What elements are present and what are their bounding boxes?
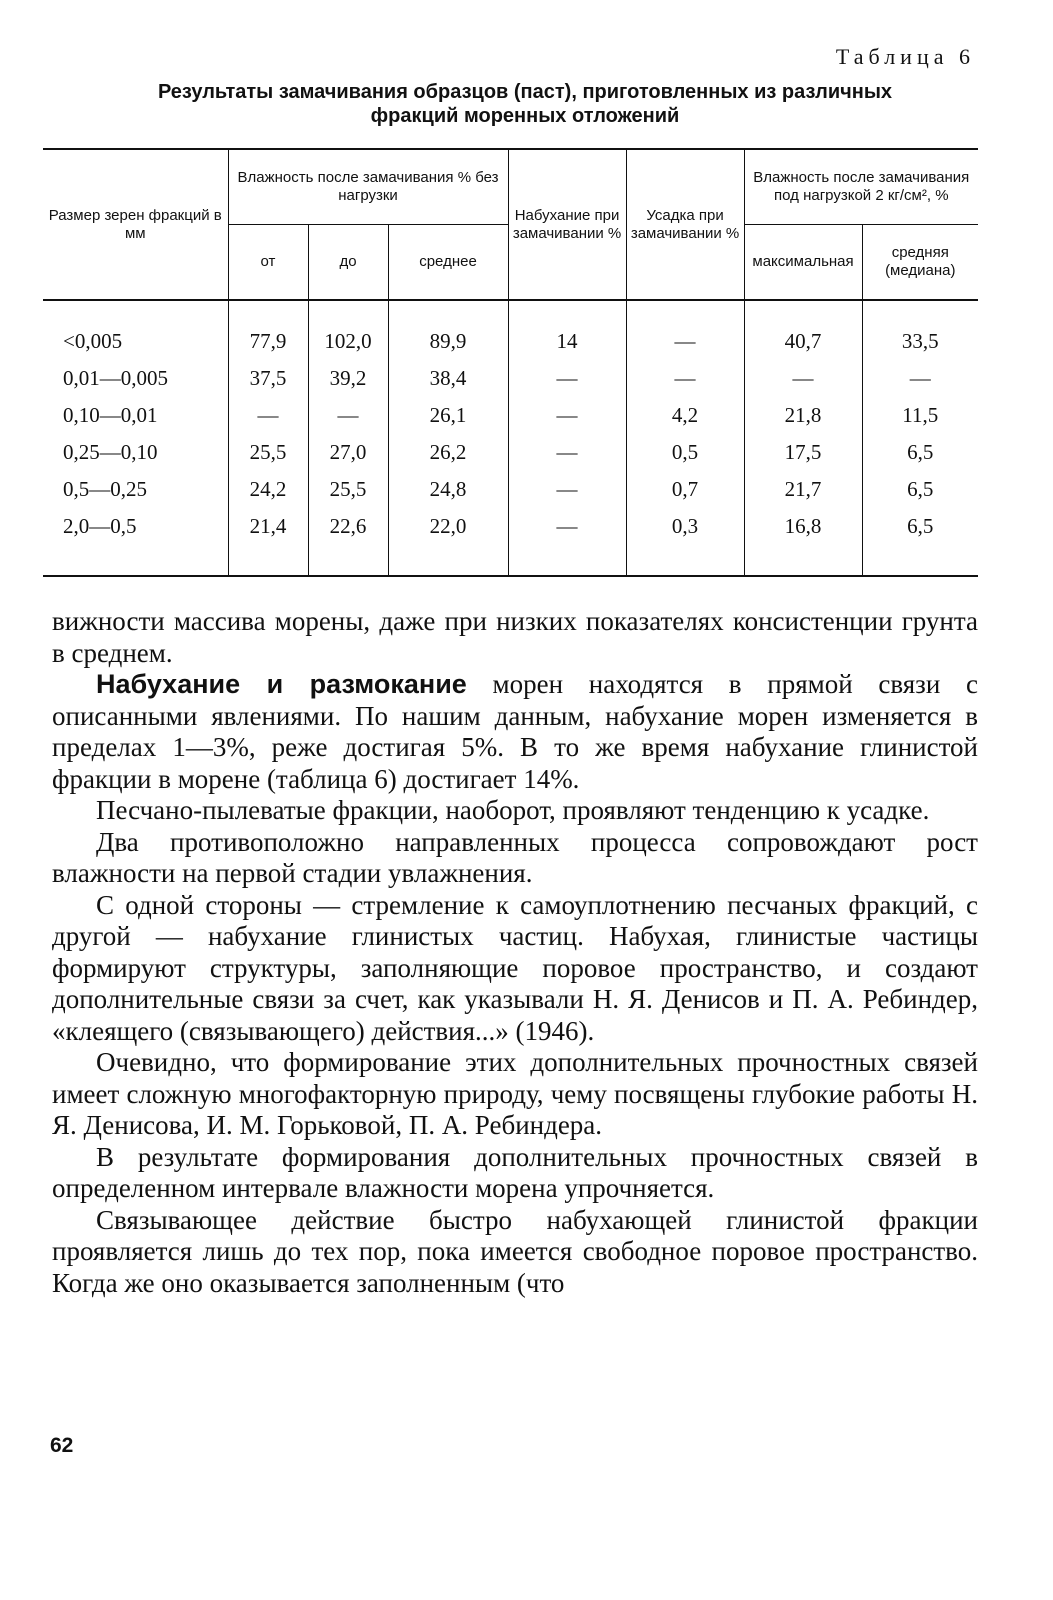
header-maximum: максимальная xyxy=(744,225,862,301)
cell-from: 25,5 xyxy=(228,434,308,471)
table-row xyxy=(43,397,978,434)
cell-from: — xyxy=(228,397,308,434)
header-to: до xyxy=(308,225,388,301)
table-row xyxy=(43,508,978,576)
cell-swelling: 14 xyxy=(508,300,626,360)
cell-mean: 24,8 xyxy=(388,471,508,508)
cell-mean: 89,9 xyxy=(388,300,508,360)
header-median: средняя (медиана) xyxy=(862,225,978,301)
cell-median: 6,5 xyxy=(862,508,978,576)
cell-to: 27,0 xyxy=(308,434,388,471)
cell-swelling: — xyxy=(508,360,626,397)
cell-mean: 26,1 xyxy=(388,397,508,434)
cell-to: — xyxy=(308,397,388,434)
paragraph: Связывающее действие быстро набухающей глинистой фракции проявляется лишь до тех пор, пока имеется свободное поровое пространство. Когда же оно оказывается заполненным (что xyxy=(52,1204,978,1298)
cell-size: <0,005 xyxy=(63,329,123,353)
header-from: от xyxy=(228,225,308,301)
page-number: 62 xyxy=(50,1434,74,1457)
cell-max: 21,7 xyxy=(744,471,862,508)
cell-shrinkage: 0,7 xyxy=(626,471,744,508)
cell-to: 25,5 xyxy=(308,471,388,508)
cell-from: 77,9 xyxy=(228,300,308,360)
cell-shrinkage: — xyxy=(626,360,744,397)
cell-median: 33,5 xyxy=(862,300,978,360)
table-title-line-2: фракций моренных отложений xyxy=(370,105,680,127)
cell-median: 6,5 xyxy=(862,434,978,471)
cell-median: — xyxy=(862,360,978,397)
header-mean: среднее xyxy=(388,225,508,301)
cell-size: 0,25—0,10 xyxy=(63,440,158,464)
cell-size: 0,10—0,01 xyxy=(63,403,158,427)
cell-max: — xyxy=(744,360,862,397)
cell-mean: 38,4 xyxy=(388,360,508,397)
cell-from: 24,2 xyxy=(228,471,308,508)
table-caption: Таблица 6 xyxy=(835,44,975,69)
paragraph: Два противоположно направленных процесса сопровождают рост влажности на первой стадии увлажнения. xyxy=(52,826,978,888)
table-row xyxy=(43,434,978,471)
bold-term: Набухание и размокание xyxy=(96,669,467,699)
cell-shrinkage: 0,3 xyxy=(626,508,744,576)
cell-from: 21,4 xyxy=(228,508,308,576)
header-swelling: Набухание при замачивании % xyxy=(508,149,626,300)
table-title xyxy=(40,80,1010,128)
header-moisture-under-load: Влажность после замачивания под нагрузкой 2 кг/см², % xyxy=(744,149,978,225)
cell-swelling: — xyxy=(508,508,626,576)
paragraph: В результате формирования дополнительных прочностных связей в определенном интервале влажности морена упрочняется. xyxy=(52,1141,978,1203)
table-title-line-1: Результаты замачивания образцов (паст), приготовленных из различных xyxy=(157,81,893,103)
cell-median: 6,5 xyxy=(862,471,978,508)
cell-size: 0,01—0,005 xyxy=(63,366,168,390)
cell-shrinkage: 4,2 xyxy=(626,397,744,434)
cell-mean: 22,0 xyxy=(388,508,508,576)
header-moisture-no-load: Влажность после замачивания % без нагрузки xyxy=(228,149,508,225)
cell-to: 39,2 xyxy=(308,360,388,397)
cell-swelling: — xyxy=(508,471,626,508)
cell-size: 0,5—0,25 xyxy=(63,477,147,501)
paragraph-text: морен находятся в прямой связи с описанными явлениями. По нашим данным, набухание морен изменяется в пределах 1—3%, реже достигая 5%. В то же время набухание глинистой фракции в морене (таблица 6) достигает 14%. xyxy=(52,669,978,794)
paragraph: С одной стороны — стремление к самоуплотнению песчаных фракций, с другой — набухание глинистых частиц. Набухая, глинистые частицы формируют структуры, заполняющие поровое пространство, и создают дополнительные связи за счет, как указывали Н. Я. Денисов и П. А. Ребиндер, «клеящего (связывающего) действия...» (1946). xyxy=(52,889,978,1046)
table-row xyxy=(43,300,978,360)
paragraph xyxy=(52,669,978,795)
body-text xyxy=(52,606,978,1299)
table-row xyxy=(43,360,978,397)
paragraph: вижности массива морены, даже при низких показателях консистенции грунта в среднем. xyxy=(52,606,978,668)
cell-from: 37,5 xyxy=(228,360,308,397)
header-grain-size: Размер зерен фракций в мм xyxy=(43,149,228,300)
header-shrinkage: Усадка при замачивании % xyxy=(626,149,744,300)
cell-swelling: — xyxy=(508,397,626,434)
cell-max: 16,8 xyxy=(744,508,862,576)
cell-median: 11,5 xyxy=(862,397,978,434)
cell-to: 102,0 xyxy=(308,300,388,360)
table-row xyxy=(43,471,978,508)
cell-shrinkage: — xyxy=(626,300,744,360)
cell-mean: 26,2 xyxy=(388,434,508,471)
cell-to: 22,6 xyxy=(308,508,388,576)
paragraph: Очевидно, что формирование этих дополнительных прочностных связей имеет сложную многофакторную природу, чему посвящены глубокие работы Н. Я. Денисова, И. М. Горьковой, П. А. Ребиндера. xyxy=(52,1047,978,1140)
cell-max: 40,7 xyxy=(744,300,862,360)
results-table xyxy=(43,148,978,577)
paragraph: Песчано-пылеватые фракции, наоборот, проявляют тенденцию к усадке. xyxy=(96,795,930,825)
cell-size: 2,0—0,5 xyxy=(43,508,228,576)
cell-max: 21,8 xyxy=(744,397,862,434)
cell-max: 17,5 xyxy=(744,434,862,471)
cell-swelling: — xyxy=(508,434,626,471)
cell-shrinkage: 0,5 xyxy=(626,434,744,471)
